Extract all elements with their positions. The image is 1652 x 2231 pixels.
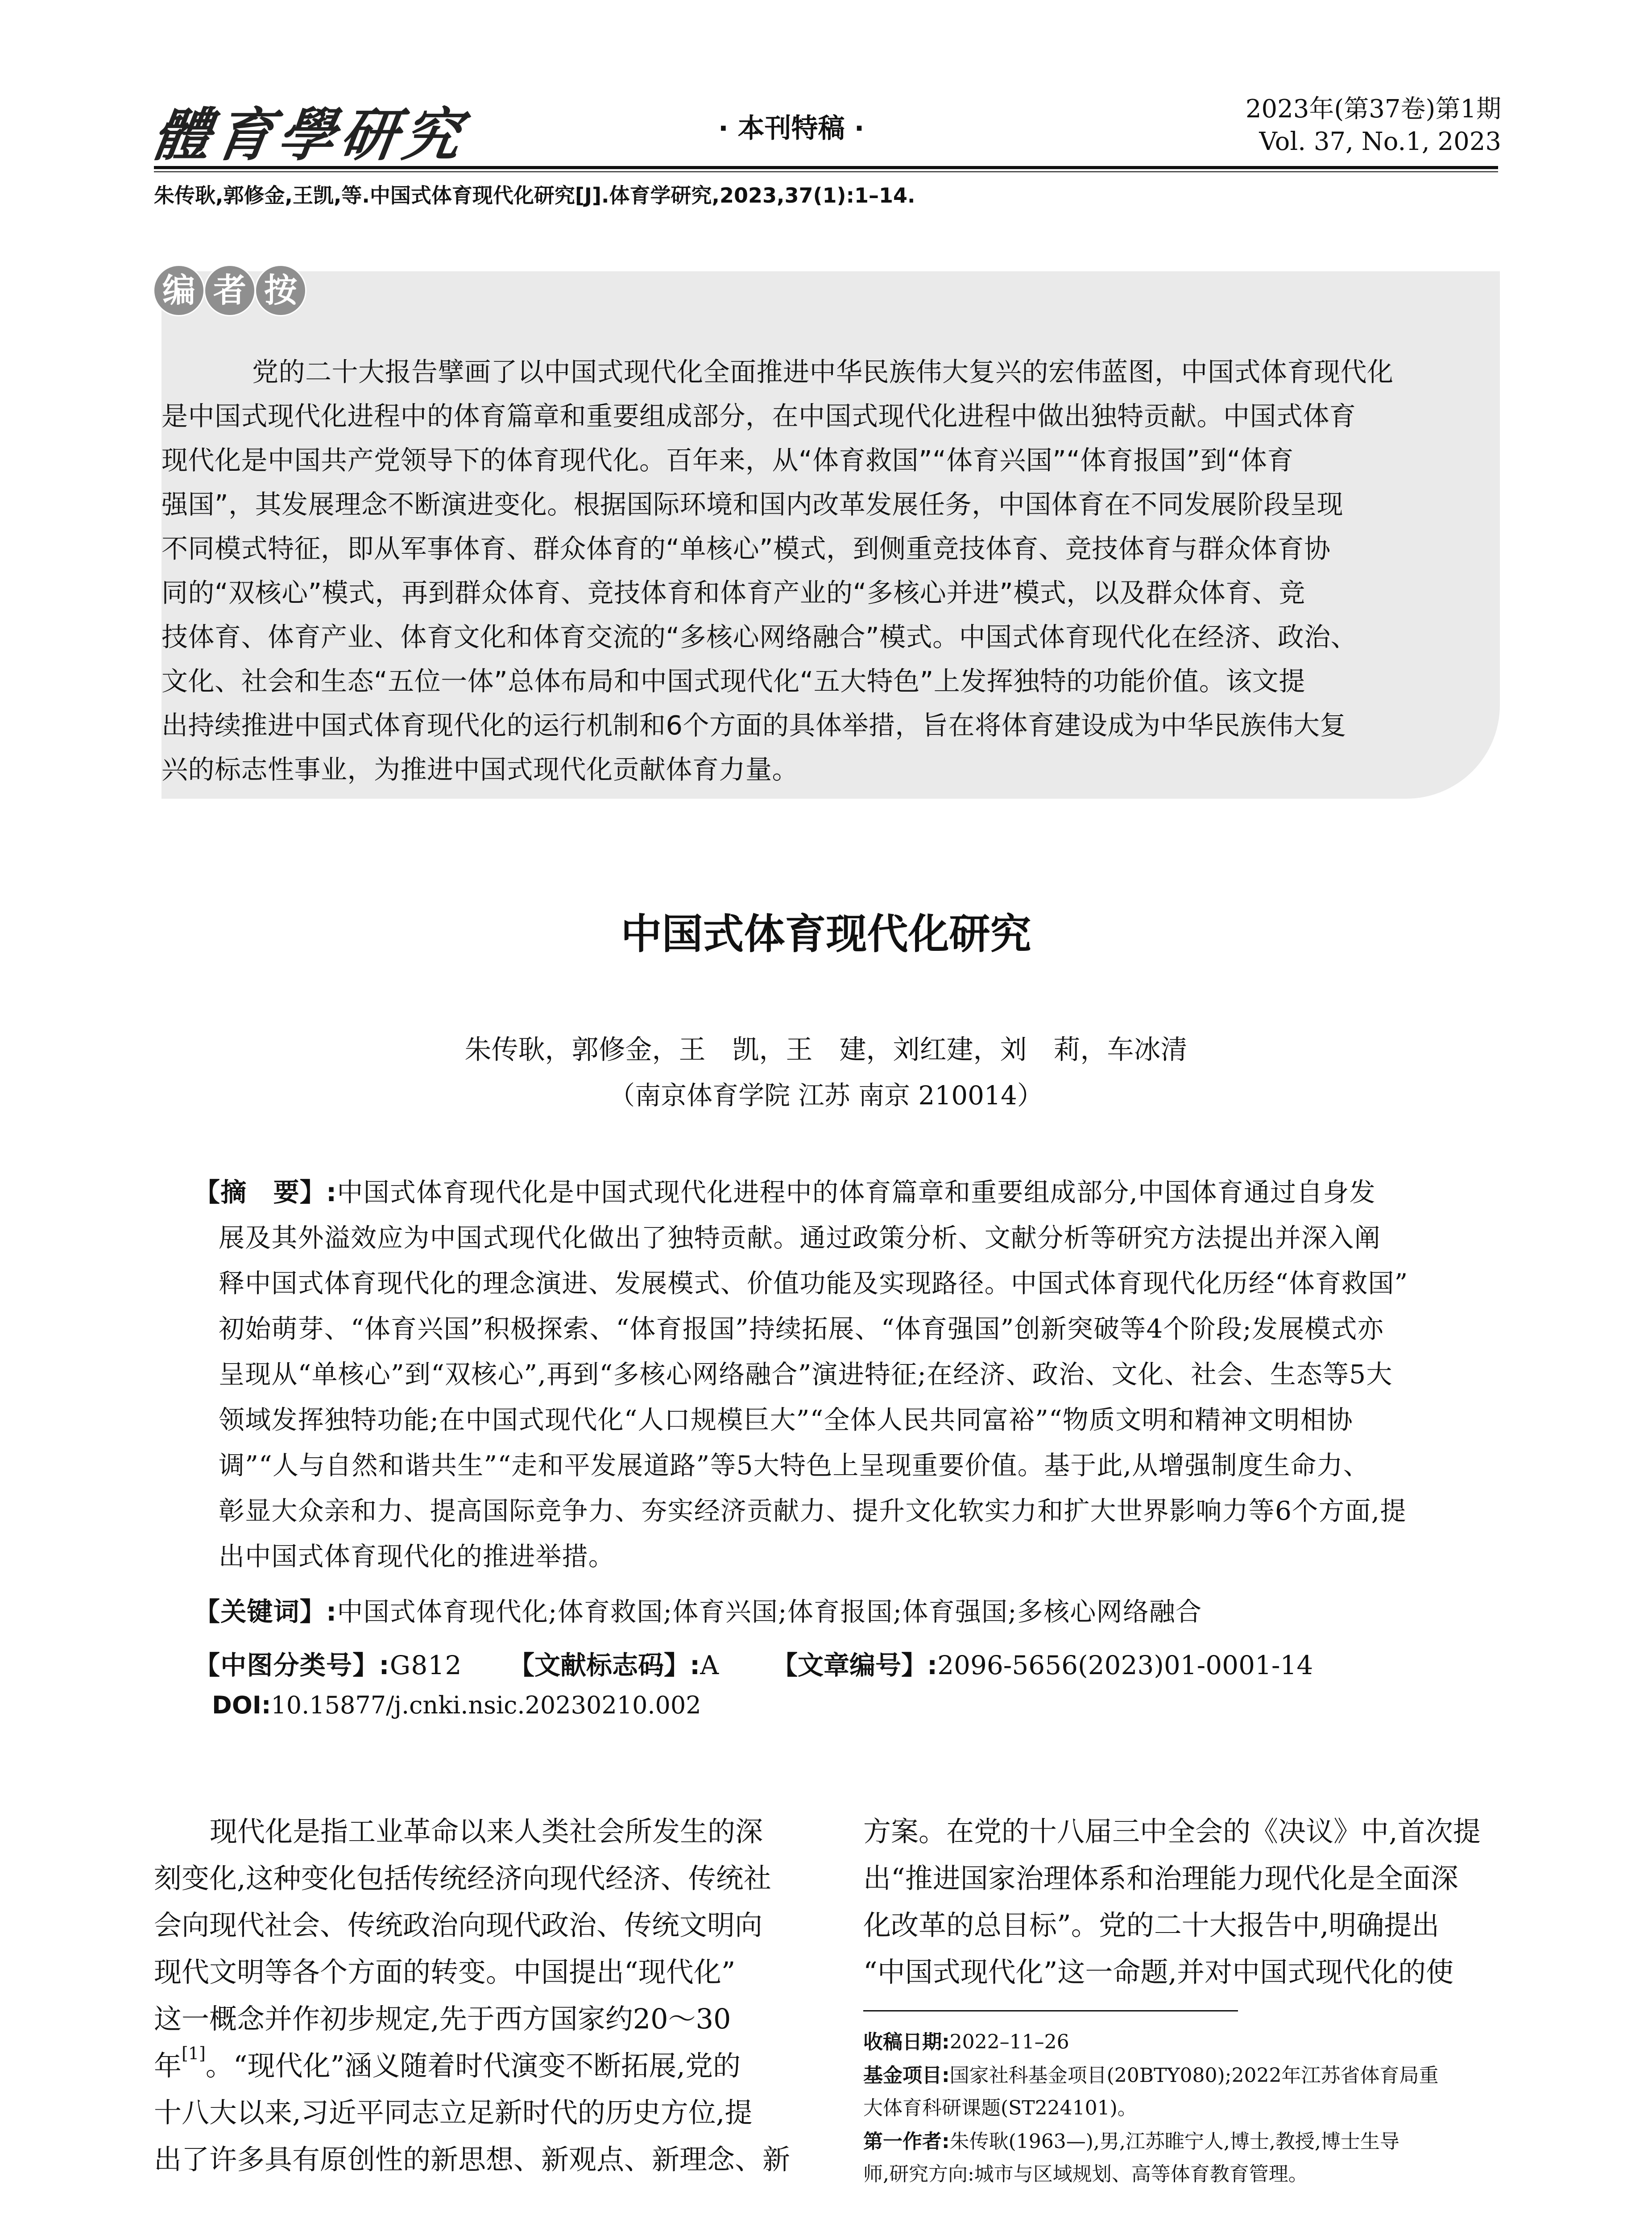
body-line: “中国式现代化”这一命题,并对中国式现代化的使 [863, 1956, 1454, 1988]
received-date [863, 2026, 1069, 2054]
body-line: 现代文明等各个方面的转变。中国提出“现代化” [154, 1956, 736, 1988]
body-line: 十八大以来,习近平同志立足新时代的历史方位,提 [154, 2096, 753, 2129]
abstract-text: 中国式体育现代化是中国式现代化进程中的体育篇章和重要组成部分,中国体育通过自身发 [337, 1177, 1376, 1207]
editor-note-line: 文化、社会和生态“五位一体”总体布局和中国式现代化“五大特色”上发挥独特的功能价值。该文提 [161, 666, 1305, 697]
keywords-label: 【关键词】: [194, 1597, 337, 1627]
doc-code-field [509, 1644, 719, 1682]
badge-char: 者 [205, 266, 254, 315]
abstract-line: 展及其外溢效应为中国式现代化做出了独特贡献。通过政策分析、文献分析等研究方法提出并深入阐 [219, 1223, 1381, 1253]
body-line: 出“推进国家治理体系和治理能力现代化是全面深 [863, 1862, 1458, 1895]
author-value: 朱传耿(1963—),男,江苏睢宁人,博士,教授,博士生导 [949, 2130, 1399, 2153]
author-line-2: 师,研究方向:城市与区域规划、高等体育教育管理。 [863, 2163, 1308, 2185]
editor-note-line: 是中国式现代化进程中的体育篇章和重要组成部分，在中国式现代化进程中做出独特贡献。中国式体育 [161, 401, 1356, 431]
clc-field [194, 1644, 462, 1682]
header-rule-thick [154, 166, 1498, 169]
body-line: 化改革的总目标”。党的二十大报告中,明确提出 [863, 1909, 1440, 1941]
fund-label: 基金项目: [863, 2064, 950, 2087]
editor-note-line: 兴的标志性事业，为推进中国式现代化贡献体育力量。 [161, 754, 799, 785]
editor-note-line: 技体育、体育产业、体育文化和体育交流的“多核心网络融合”模式。中国式体育现代化在经济、政治、 [161, 622, 1358, 652]
editor-note-line: 强国”，其发展理念不断演进变化。根据国际环境和国内改革发展任务，中国体育在不同发展阶段呈现 [161, 489, 1344, 520]
body-line: 现代化是指工业革命以来人类社会所发生的深 [210, 1815, 763, 1848]
received-label: 收稿日期: [863, 2031, 950, 2053]
badge-char: 编 [154, 266, 203, 315]
citation-ref[interactable]: [1] [182, 2044, 206, 2063]
received-value: 2022–11–26 [949, 2031, 1069, 2053]
article-affiliation: （南京体育学院 江苏 南京 210014） [609, 1080, 1043, 1111]
clc-label: 【中图分类号】: [194, 1650, 390, 1680]
doc-code-value: A [700, 1650, 719, 1680]
abstract-label: 【摘 要】: [194, 1177, 337, 1207]
body-line: 刻变化,这种变化包括传统经济向现代经济、传统社 [154, 1862, 771, 1895]
author-line [863, 2125, 1399, 2154]
citation-line: 朱传耿,郭修金,王凯,等.中国式体育现代化研究[J].体育学研究,2023,37(1):1–14. [154, 183, 915, 207]
footnote-rule [863, 2010, 1238, 2011]
body-text: 。“现代化”涵义随着时代演变不断拓展,党的 [205, 2049, 741, 2082]
doi-field [212, 1691, 701, 1719]
editor-note-line: 不同模式特征，即从军事体育、群众体育的“单核心”模式，到侧重竞技体育、竞技体育与群众体育协 [161, 533, 1331, 564]
author-label: 第一作者: [863, 2130, 950, 2153]
journal-logo: 體育學研究 [148, 102, 471, 169]
abstract-line [194, 1171, 1376, 1209]
abstract-line: 领域发挥独特功能;在中国式现代化“人口规模巨大”“全体人民共同富裕”“物质文明和精神文明相协 [219, 1405, 1354, 1435]
abstract-line: 出中国式体育现代化的推进举措。 [219, 1541, 615, 1572]
article-title: 中国式体育现代化研究 [621, 910, 1031, 958]
editor-note-line: 现代化是中国共产党领导下的体育现代化。百年来，从“体育救国”“体育兴国”“体育报国”到“体育 [161, 445, 1294, 476]
doc-code-label: 【文献标志码】: [509, 1650, 700, 1680]
abstract-line: 彰显大众亲和力、提高国际竞争力、夯实经济贡献力、提升文化软实力和扩大世界影响力等6个方面,提 [219, 1496, 1407, 1526]
clc-value: G812 [389, 1650, 462, 1680]
fund-line-2: 大体育科研课题(ST224101)。 [863, 2097, 1137, 2119]
article-number-label: 【文章编号】: [772, 1650, 938, 1680]
body-line: 出了许多具有原创性的新思想、新观点、新理念、新 [154, 2143, 791, 2176]
doi-value: 10.15877/j.cnki.nsic.20230210.002 [271, 1691, 701, 1719]
issue-cn: 2023年(第37卷)第1期 [1245, 95, 1501, 124]
badge-char: 按 [256, 266, 305, 315]
abstract-line: 初始萌芽、“体育兴国”积极探索、“体育报国”持续拓展、“体育强国”创新突破等4个阶段;发展模式亦 [219, 1314, 1384, 1344]
keywords-line [194, 1591, 1202, 1628]
editor-note-line: 同的“双核心”模式，再到群众体育、竞技体育和体育产业的“多核心并进”模式，以及群众体育、竞 [161, 577, 1305, 608]
article-authors: 朱传耿，郭修金，王 凯，王 建，刘红建，刘 莉，车冰清 [464, 1034, 1188, 1066]
doi-label: DOI: [212, 1691, 271, 1719]
keywords-text: 中国式体育现代化;体育救国;体育兴国;体育报国;体育强国;多核心网络融合 [337, 1597, 1202, 1627]
article-number-value: 2096-5656(2023)01-0001-14 [937, 1650, 1313, 1680]
editor-note-line: 出持续推进中国式体育现代化的运行机制和6个方面的具体举措，旨在将体育建设成为中华民族伟大复 [161, 710, 1347, 741]
body-text: 年 [154, 2049, 182, 2082]
body-line: 这一概念并作初步规定,先于西方国家约20～30 [154, 2003, 731, 2035]
abstract-line: 呈现从“单核心”到“双核心”,再到“多核心网络融合”演进特征;在经济、政治、文化、社会、生态等5大 [219, 1359, 1393, 1389]
abstract-line: 调”“人与自然和谐共生”“走和平发展道路”等5大特色上呈现重要价值。基于此,从增强制度生命力、 [219, 1450, 1370, 1480]
article-number-field [772, 1644, 1313, 1682]
fund-line [863, 2059, 1438, 2088]
fund-value: 国家社科基金项目(20BTY080);2022年江苏省体育局重 [949, 2064, 1439, 2087]
abstract-line: 释中国式体育现代化的理念演进、发展模式、价值功能及实现路径。中国式体育现代化历经“体育救国” [219, 1268, 1408, 1298]
body-line [154, 2044, 741, 2083]
body-line: 方案。在党的十八届三中全会的《决议》中,首次提 [863, 1815, 1481, 1848]
editor-note-line: 党的二十大报告擘画了以中国式现代化全面推进中华民族伟大复兴的宏伟蓝图，中国式体育现代化 [252, 357, 1394, 387]
issue-en: Vol. 37, No.1, 2023 [1259, 127, 1501, 156]
body-line: 会向现代社会、传统政治向现代政治、传统文明向 [154, 1909, 763, 1941]
header-rule-thin [154, 171, 1498, 172]
editor-note-badge [154, 266, 305, 315]
section-badge: · 本刊特稿 · [718, 113, 865, 144]
